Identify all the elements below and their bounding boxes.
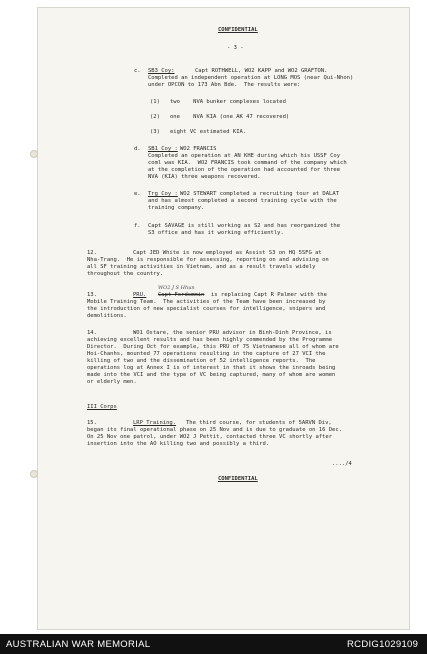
paragraph-text: made into the VCI and the type of VC being captured, many of whom are women	[87, 372, 336, 378]
item-text: Completed an operation at AN KHE during which his USSF Coy	[148, 153, 341, 159]
paragraph-text: the introduction of new specialist courses for intelligence, snipers and	[87, 306, 326, 312]
paragraph-text: all SF training activities in Vietnam, and as a result travels widely	[87, 264, 316, 270]
item-text: coml was KIA. WO2 FRANCIS took command of the company which	[148, 160, 347, 166]
result-text: eight VC estimated KIA.	[170, 129, 247, 135]
paragraph-number: 12.	[87, 250, 97, 256]
result-number: (1)	[150, 99, 160, 105]
continuation-marker: ..../4	[332, 461, 352, 467]
section-heading: III Corps	[87, 404, 117, 410]
paragraph-text: is replacing Capt R Palmer with the	[211, 292, 327, 298]
item-text: under OPCON to 173 Abn Bde. The results were:	[148, 82, 301, 88]
item-text: Capt SAVAGE is still working as S2 and has reorganized the	[148, 223, 341, 229]
item-letter: e.	[134, 191, 141, 197]
result-number: (3)	[150, 129, 160, 135]
paragraph-text: demolitions.	[87, 313, 127, 319]
paragraph-text: The third course, for students of 5ARVN Div,	[186, 420, 332, 426]
paragraph-text: began its final operational phase on 25 Nov and is due to graduate on 16 Dec.	[87, 427, 342, 433]
item-text: WO2 FRANCIS	[180, 146, 217, 152]
unit-label: SB1 Coy :	[148, 146, 178, 152]
result-number: (2)	[150, 114, 160, 120]
result-text: one NVA KIA (one AK 47 recovered)	[170, 114, 290, 120]
item-letter: d.	[134, 146, 141, 152]
paragraph-text: Mobile Training Team. The activities of the Team have been increased by	[87, 299, 326, 305]
unit-label: PRU.	[133, 292, 147, 298]
punch-hole	[30, 150, 38, 158]
item-text: at the completion of the operation had accounted for three	[148, 167, 341, 173]
item-letter: c.	[134, 68, 141, 74]
item-text: WO2 STEWART completed a recruiting tour at DALAT	[180, 191, 339, 197]
result-text: two NVA bunker complexes located	[170, 99, 286, 105]
item-text: training company.	[148, 205, 205, 211]
archive-footer-bar	[0, 634, 427, 654]
paragraph-text: WO1 Ostare, the senior PRU advisor in Binh-Dinh Province, is	[133, 330, 332, 336]
item-letter: f.	[134, 223, 141, 229]
unit-label: Trg Coy :	[148, 191, 178, 197]
classification-footer: CONFIDENTIAL	[218, 476, 258, 482]
paragraph-text: On 25 Nov one patrol, under WO2 J Pettit, contacted three VC shortly after	[87, 434, 333, 440]
item-text: Completed an independent operation at LONG MOS (near Qui-Nhon)	[148, 75, 354, 81]
paragraph-text: insertion into the AO killing two and possibly a third.	[87, 441, 270, 447]
paragraph-text: killing of two and the dissemination of 52 intelligence reports. The	[87, 358, 316, 364]
paragraph-number: 13.	[87, 292, 97, 298]
item-text: and has almost completed a second training cycle with the	[148, 198, 337, 204]
unit-label: LRP Training.	[133, 420, 177, 426]
item-text: S3 office and has it working efficiently.	[148, 230, 284, 236]
struck-text: Capt Fordsmmin	[158, 292, 205, 298]
item-text: NVA (KIA) three weapons recovered.	[148, 174, 261, 180]
archive-reference: RCDIG1029109	[347, 639, 419, 650]
page-number: - 3 -	[227, 45, 244, 51]
paragraph-text: Nha-Trang. He is responsible for assessing, reporting on and advising on	[87, 257, 329, 263]
unit-label: SB3 Coy:	[148, 68, 175, 74]
paragraph-text: achieving excellent results and has been highly commended by the Programme	[87, 337, 333, 343]
paragraph-text: throughout the country.	[87, 271, 164, 277]
paragraph-text: Capt JED White is now employed as Assist S3 on HQ 5SFG at	[133, 250, 322, 256]
handwritten-annotation: WO2 J S Hhun	[158, 285, 195, 291]
paragraph-number: 14.	[87, 330, 97, 336]
paragraph-text: Director. During Oct for example, this PRU of 75 Vietnamese all of whom are	[87, 344, 339, 350]
item-text: Capt ROTHWELL, WO2 KAPP and WO2 GRAFTON.	[195, 68, 328, 74]
classification-header: CONFIDENTIAL	[218, 27, 258, 33]
archive-name: AUSTRALIAN WAR MEMORIAL	[6, 639, 151, 650]
paragraph-number: 15.	[87, 420, 97, 426]
punch-hole	[30, 470, 38, 478]
paragraph-text: operations log at Annex I is of interest in that it shows the inroads being	[87, 365, 336, 371]
paragraph-text: or elderly men.	[87, 379, 137, 385]
paragraph-text: Hoi-Chanhs, mounted 77 operations resulting in the capture of 27 VCI the	[87, 351, 326, 357]
